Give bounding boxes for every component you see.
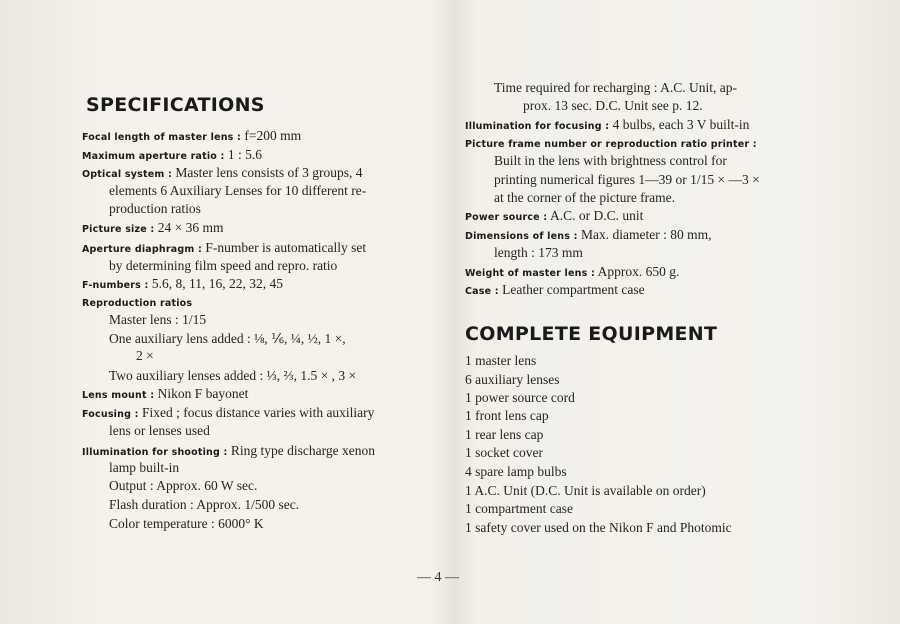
equipment-item: 1 compartment case bbox=[465, 501, 573, 516]
spec-value: f=200 mm bbox=[244, 128, 302, 143]
spec-value: 4 bulbs, each 3 V built-in bbox=[612, 117, 750, 132]
equipment-item: 1 master lens bbox=[465, 353, 537, 368]
spec-illumination-shooting bbox=[82, 443, 375, 461]
equipment-item: 1 safety cover used on the Nikon F and Photomic bbox=[465, 520, 732, 535]
spec-text-line: Color temperature : 6000° K bbox=[109, 516, 264, 531]
spec-text-line: Master lens : 1/15 bbox=[109, 312, 207, 327]
equipment-item: 1 rear lens cap bbox=[465, 427, 544, 442]
spec-value: Ring type discharge xenon bbox=[230, 443, 376, 458]
spec-label: Maximum aperture ratio : bbox=[82, 151, 225, 162]
complete-equipment-heading: COMPLETE EQUIPMENT bbox=[465, 323, 718, 345]
spec-label: Lens mount : bbox=[82, 390, 155, 401]
spec-weight bbox=[465, 264, 679, 282]
spec-text-line: Built in the lens with brightness control for bbox=[494, 153, 727, 168]
equipment-item: 1 power source cord bbox=[465, 390, 575, 405]
spec-value: 1 : 5.6 bbox=[227, 147, 263, 162]
spec-f-numbers bbox=[82, 276, 283, 294]
spec-text-line: printing numerical figures 1—39 or 1/15 × —3 × bbox=[494, 172, 760, 187]
spec-label: Picture size : bbox=[82, 224, 155, 235]
spec-value: 24 × 36 mm bbox=[157, 220, 224, 235]
spec-value: Fixed ; focus distance varies with auxiliary bbox=[141, 405, 375, 420]
spec-label: Picture frame number or reproduction ratio printer : bbox=[465, 139, 757, 150]
spec-text-line: length : 173 mm bbox=[494, 245, 583, 260]
spec-text-line: Flash duration : Approx. 1/500 sec. bbox=[109, 497, 300, 512]
spec-value: Leather compartment case bbox=[502, 282, 645, 297]
spec-case bbox=[465, 282, 645, 300]
spec-label: Case : bbox=[465, 286, 499, 297]
spec-label: Power source : bbox=[465, 212, 548, 223]
equipment-item: 6 auxiliary lenses bbox=[465, 372, 560, 387]
spec-label: Aperture diaphragm : bbox=[82, 244, 202, 255]
spec-label: Optical system : bbox=[82, 169, 172, 180]
spec-text-line: 2 × bbox=[136, 348, 154, 363]
spec-power-source bbox=[465, 208, 643, 226]
spec-text-line: prox. 13 sec. D.C. Unit see p. 12. bbox=[523, 98, 703, 113]
spec-text-line: lamp built-in bbox=[109, 460, 180, 475]
spec-value: Max. diameter : 80 mm, bbox=[580, 227, 712, 242]
equipment-item: 4 spare lamp bulbs bbox=[465, 464, 567, 479]
spec-value: Master lens consists of 3 groups, 4 bbox=[175, 165, 363, 180]
spec-optical-system bbox=[82, 165, 362, 183]
spec-max-aperture bbox=[82, 147, 262, 165]
spec-label: F-numbers : bbox=[82, 280, 149, 291]
spec-value: Nikon F bayonet bbox=[157, 386, 249, 401]
spec-text-line: One auxiliary lens added : ⅛, ⅙, ¼, ½, 1 ×, bbox=[109, 331, 346, 346]
spec-text-line: by determining film speed and repro. ratio bbox=[109, 258, 338, 273]
spec-label: Focusing : bbox=[82, 409, 139, 420]
spec-text-line: elements 6 Auxiliary Lenses for 10 different re- bbox=[109, 183, 367, 198]
spec-reproduction-ratios bbox=[82, 294, 192, 312]
spec-label: Dimensions of lens : bbox=[465, 231, 578, 242]
spec-label: Weight of master lens : bbox=[465, 268, 595, 279]
spec-text-line: production ratios bbox=[109, 201, 201, 216]
spec-value: 5.6, 8, 11, 16, 22, 32, 45 bbox=[151, 276, 283, 291]
spec-text-line: Output : Approx. 60 W sec. bbox=[109, 478, 258, 493]
spec-text-line: at the corner of the picture frame. bbox=[494, 190, 676, 205]
equipment-item: 1 A.C. Unit (D.C. Unit is available on order) bbox=[465, 483, 706, 498]
spec-lens-mount bbox=[82, 386, 248, 404]
spec-aperture-diaphragm bbox=[82, 240, 366, 258]
spec-text-line: Two auxiliary lenses added : ⅓, ⅔, 1.5 × , 3 × bbox=[109, 368, 357, 383]
spec-dimensions bbox=[465, 227, 711, 245]
spec-value: Approx. 650 g. bbox=[597, 264, 680, 279]
spec-label: Illumination for shooting : bbox=[82, 447, 228, 458]
spec-focal-length bbox=[82, 128, 301, 146]
spec-illumination-focusing bbox=[465, 117, 749, 135]
spec-text-line: lens or lenses used bbox=[109, 423, 210, 438]
page-number: — 4 — bbox=[417, 570, 459, 585]
spec-label: Reproduction ratios bbox=[82, 298, 193, 309]
spec-label: Illumination for focusing : bbox=[465, 121, 610, 132]
spec-frame-number bbox=[465, 135, 757, 153]
equipment-item: 1 socket cover bbox=[465, 445, 543, 460]
spec-label: Focal length of master lens : bbox=[82, 132, 242, 143]
spec-value: F-number is automatically set bbox=[205, 240, 367, 255]
spec-picture-size bbox=[82, 220, 224, 238]
spec-text-line: Time required for recharging : A.C. Unit, ap- bbox=[494, 80, 737, 95]
equipment-item: 1 front lens cap bbox=[465, 408, 549, 423]
specifications-heading: SPECIFICATIONS bbox=[86, 94, 265, 116]
spec-focusing bbox=[82, 405, 374, 423]
spec-value: A.C. or D.C. unit bbox=[549, 208, 644, 223]
